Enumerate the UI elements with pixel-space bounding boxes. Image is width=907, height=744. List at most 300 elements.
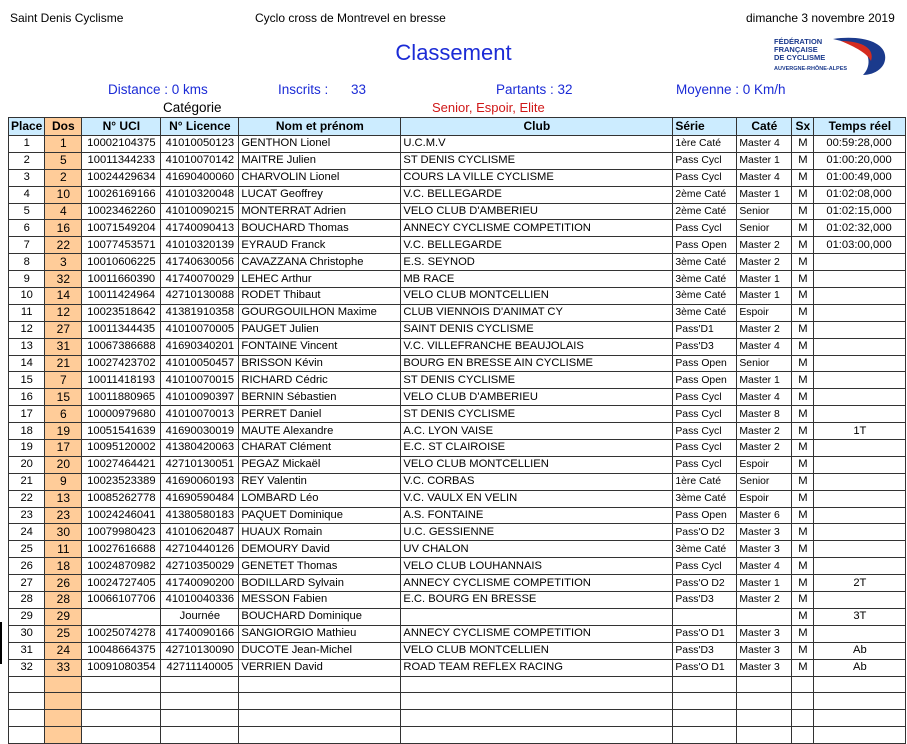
cell-sx: M bbox=[792, 541, 814, 558]
cell-nom: DUCOTE Jean-Michel bbox=[239, 642, 401, 659]
inscrits-value: 33 bbox=[351, 82, 367, 97]
cell-serie: 1ère Caté bbox=[673, 136, 737, 153]
cell-cate: Master 1 bbox=[737, 575, 792, 592]
cell-place: 27 bbox=[9, 575, 45, 592]
empty-cell bbox=[161, 710, 239, 727]
table-row bbox=[9, 659, 906, 676]
cell-sx: M bbox=[792, 406, 814, 423]
cell-serie: 3ème Caté bbox=[673, 490, 737, 507]
cell-cate: Master 3 bbox=[737, 659, 792, 676]
table-row bbox=[9, 558, 906, 575]
cell-sx: M bbox=[792, 203, 814, 220]
table-row bbox=[9, 271, 906, 288]
cell-sx: M bbox=[792, 389, 814, 406]
cell-cate: Master 2 bbox=[737, 423, 792, 440]
cell-uci: 10027423702 bbox=[82, 355, 161, 372]
cell-uci: 10011880965 bbox=[82, 389, 161, 406]
cell-uci: 10027464421 bbox=[82, 456, 161, 473]
cell-temps bbox=[814, 440, 906, 457]
cell-place: 16 bbox=[9, 389, 45, 406]
cell-temps: 01:00:20,000 bbox=[814, 152, 906, 169]
cell-place: 30 bbox=[9, 625, 45, 642]
cell-dos: 27 bbox=[45, 321, 82, 338]
table-row bbox=[9, 169, 906, 186]
cell-nom: BRISSON Kévin bbox=[239, 355, 401, 372]
empty-cell bbox=[239, 693, 401, 710]
empty-cell bbox=[161, 693, 239, 710]
cell-club: ANNECY CYCLISME COMPETITION bbox=[401, 575, 673, 592]
cell-temps: 00:59:28,000 bbox=[814, 136, 906, 153]
empty-cell bbox=[45, 676, 82, 693]
table-body bbox=[9, 136, 906, 744]
cell-sx: M bbox=[792, 288, 814, 305]
empty-row bbox=[9, 676, 906, 693]
cell-sx: M bbox=[792, 490, 814, 507]
cell-cate: Senior bbox=[737, 203, 792, 220]
empty-cell bbox=[161, 676, 239, 693]
col-licence: N° Licence bbox=[161, 118, 239, 136]
cell-club: ST DENIS CYCLISME bbox=[401, 406, 673, 423]
cell-sx: M bbox=[792, 456, 814, 473]
cell-place: 21 bbox=[9, 473, 45, 490]
cell-nom: GENETET Thomas bbox=[239, 558, 401, 575]
cell-temps bbox=[814, 372, 906, 389]
cell-uci: 10095120002 bbox=[82, 440, 161, 457]
cell-dos: 31 bbox=[45, 338, 82, 355]
cell-place: 7 bbox=[9, 237, 45, 254]
cell-dos: 24 bbox=[45, 642, 82, 659]
cell-cate: Master 2 bbox=[737, 254, 792, 271]
cell-temps bbox=[814, 541, 906, 558]
cell-cate: Senior bbox=[737, 473, 792, 490]
categorie-label: Catégorie bbox=[163, 100, 222, 115]
cell-sx: M bbox=[792, 642, 814, 659]
cell-place: 17 bbox=[9, 406, 45, 423]
cell-serie: Pass Cycl bbox=[673, 220, 737, 237]
table-row bbox=[9, 575, 906, 592]
cell-licence: 41010070005 bbox=[161, 321, 239, 338]
cell-uci: 10011660390 bbox=[82, 271, 161, 288]
cell-temps bbox=[814, 304, 906, 321]
table-row bbox=[9, 456, 906, 473]
inscrits-label: Inscrits : bbox=[278, 82, 329, 97]
cell-serie: 3ème Caté bbox=[673, 271, 737, 288]
cell-uci: 10048664375 bbox=[82, 642, 161, 659]
cell-uci: 10071549204 bbox=[82, 220, 161, 237]
cell-uci: 10023518642 bbox=[82, 304, 161, 321]
table-row bbox=[9, 490, 906, 507]
cell-cate: Senior bbox=[737, 220, 792, 237]
cell-licence: 41690400060 bbox=[161, 169, 239, 186]
cell-place: 13 bbox=[9, 338, 45, 355]
cell-sx: M bbox=[792, 186, 814, 203]
cell-place: 8 bbox=[9, 254, 45, 271]
empty-cell bbox=[792, 693, 814, 710]
cell-temps bbox=[814, 338, 906, 355]
cell-club: V.C. VAULX EN VELIN bbox=[401, 490, 673, 507]
cell-place: 3 bbox=[9, 169, 45, 186]
cell-nom: HUAUX Romain bbox=[239, 524, 401, 541]
left-edge-mark bbox=[0, 622, 2, 664]
cell-club: COURS LA VILLE CYCLISME bbox=[401, 169, 673, 186]
cell-club: V.C. CORBAS bbox=[401, 473, 673, 490]
cell-dos: 6 bbox=[45, 406, 82, 423]
cell-sx: M bbox=[792, 372, 814, 389]
cell-place: 25 bbox=[9, 541, 45, 558]
cell-club bbox=[401, 608, 673, 625]
cell-sx: M bbox=[792, 355, 814, 372]
cell-cate: Master 3 bbox=[737, 642, 792, 659]
cell-licence: 42710130051 bbox=[161, 456, 239, 473]
empty-cell bbox=[814, 727, 906, 744]
col-nom: Nom et prénom bbox=[239, 118, 401, 136]
cell-place: 14 bbox=[9, 355, 45, 372]
cell-cate: Master 2 bbox=[737, 440, 792, 457]
cell-temps: 1T bbox=[814, 423, 906, 440]
cell-sx: M bbox=[792, 254, 814, 271]
cell-place: 28 bbox=[9, 592, 45, 609]
logo-line3: DE CYCLISME bbox=[774, 53, 826, 62]
cell-dos: 7 bbox=[45, 372, 82, 389]
cell-cate: Master 6 bbox=[737, 507, 792, 524]
cell-temps: Ab bbox=[814, 659, 906, 676]
cell-uci: 10077453571 bbox=[82, 237, 161, 254]
cell-temps bbox=[814, 524, 906, 541]
cell-dos: 11 bbox=[45, 541, 82, 558]
cell-serie: Pass Open bbox=[673, 507, 737, 524]
cell-uci: 10002104375 bbox=[82, 136, 161, 153]
cell-licence: 41690030019 bbox=[161, 423, 239, 440]
cell-sx: M bbox=[792, 575, 814, 592]
empty-cell bbox=[673, 693, 737, 710]
cell-place: 6 bbox=[9, 220, 45, 237]
cell-club: UV CHALON bbox=[401, 541, 673, 558]
col-temps: Temps réel bbox=[814, 118, 906, 136]
cell-licence: 41010320139 bbox=[161, 237, 239, 254]
categorie-value: Senior, Espoir, Elite bbox=[432, 100, 545, 115]
cell-dos: 12 bbox=[45, 304, 82, 321]
cell-licence: 41690590484 bbox=[161, 490, 239, 507]
empty-cell bbox=[161, 727, 239, 744]
empty-cell bbox=[814, 710, 906, 727]
cell-serie: Pass Open bbox=[673, 355, 737, 372]
cell-serie: Pass Cycl bbox=[673, 423, 737, 440]
cell-serie: 2ème Caté bbox=[673, 203, 737, 220]
cell-licence: 41740090166 bbox=[161, 625, 239, 642]
cell-licence: 41010620487 bbox=[161, 524, 239, 541]
cell-temps: 2T bbox=[814, 575, 906, 592]
cell-dos: 20 bbox=[45, 456, 82, 473]
empty-cell bbox=[9, 693, 45, 710]
cell-dos: 28 bbox=[45, 592, 82, 609]
cell-licence: 41740070029 bbox=[161, 271, 239, 288]
cell-nom: MAITRE Julien bbox=[239, 152, 401, 169]
cell-uci: 10011424964 bbox=[82, 288, 161, 305]
cell-licence: 41010070013 bbox=[161, 406, 239, 423]
empty-cell bbox=[673, 676, 737, 693]
cell-sx: M bbox=[792, 321, 814, 338]
cell-uci: 10010606225 bbox=[82, 254, 161, 271]
cell-place: 12 bbox=[9, 321, 45, 338]
cell-licence: 41010320048 bbox=[161, 186, 239, 203]
cell-serie: Pass Cycl bbox=[673, 389, 737, 406]
cell-serie: Pass'O D2 bbox=[673, 524, 737, 541]
col-dos: Dos bbox=[45, 118, 82, 136]
cell-serie: Pass'O D1 bbox=[673, 659, 737, 676]
cell-serie: Pass Cycl bbox=[673, 406, 737, 423]
cell-serie: Pass Open bbox=[673, 372, 737, 389]
cell-place: 1 bbox=[9, 136, 45, 153]
cell-nom: DEMOURY David bbox=[239, 541, 401, 558]
cell-temps bbox=[814, 592, 906, 609]
cell-licence: 41381910358 bbox=[161, 304, 239, 321]
cell-serie: Pass'D3 bbox=[673, 338, 737, 355]
cell-club: V.C. BELLEGARDE bbox=[401, 237, 673, 254]
table-row bbox=[9, 423, 906, 440]
ffc-logo bbox=[771, 35, 889, 77]
empty-cell bbox=[673, 710, 737, 727]
cell-dos: 26 bbox=[45, 575, 82, 592]
empty-cell bbox=[82, 727, 161, 744]
cell-licence: 41010070015 bbox=[161, 372, 239, 389]
cell-cate: Espoir bbox=[737, 490, 792, 507]
empty-cell bbox=[45, 693, 82, 710]
cell-cate: Master 1 bbox=[737, 372, 792, 389]
empty-cell bbox=[82, 676, 161, 693]
col-serie: Série bbox=[673, 118, 737, 136]
cell-nom: BOUCHARD Dominique bbox=[239, 608, 401, 625]
cell-nom: PAQUET Dominique bbox=[239, 507, 401, 524]
cell-dos: 14 bbox=[45, 288, 82, 305]
cell-dos: 19 bbox=[45, 423, 82, 440]
cell-nom: PAUGET Julien bbox=[239, 321, 401, 338]
cell-nom: GENTHON Lionel bbox=[239, 136, 401, 153]
cell-club: BOURG EN BRESSE AIN CYCLISME bbox=[401, 355, 673, 372]
cell-club: CLUB VIENNOIS D'ANIMAT CY bbox=[401, 304, 673, 321]
cell-temps bbox=[814, 271, 906, 288]
cell-cate: Master 4 bbox=[737, 389, 792, 406]
cell-serie: Pass'D3 bbox=[673, 592, 737, 609]
cell-temps bbox=[814, 406, 906, 423]
cell-temps bbox=[814, 490, 906, 507]
cell-nom: CHARAT Clément bbox=[239, 440, 401, 457]
col-club: Club bbox=[401, 118, 673, 136]
table-row bbox=[9, 592, 906, 609]
empty-cell bbox=[737, 693, 792, 710]
cell-nom: MONTERRAT Adrien bbox=[239, 203, 401, 220]
cell-dos: 17 bbox=[45, 440, 82, 457]
cell-uci: 10011344435 bbox=[82, 321, 161, 338]
cell-nom: LEHEC Arthur bbox=[239, 271, 401, 288]
cell-licence: 42710130090 bbox=[161, 642, 239, 659]
cell-club: E.C. ST CLAIROISE bbox=[401, 440, 673, 457]
cell-licence: 42710350029 bbox=[161, 558, 239, 575]
cell-temps: 01:03:00,000 bbox=[814, 237, 906, 254]
cell-uci: 10011344233 bbox=[82, 152, 161, 169]
cell-cate: Espoir bbox=[737, 304, 792, 321]
cell-club: A.C. LYON VAISE bbox=[401, 423, 673, 440]
cell-sx: M bbox=[792, 440, 814, 457]
empty-cell bbox=[9, 676, 45, 693]
cell-dos: 2 bbox=[45, 169, 82, 186]
cell-licence: 41010090397 bbox=[161, 389, 239, 406]
cell-licence: 41740090413 bbox=[161, 220, 239, 237]
cell-serie: Pass'O D2 bbox=[673, 575, 737, 592]
cell-serie bbox=[673, 608, 737, 625]
table-row bbox=[9, 541, 906, 558]
cell-nom: CAVAZZANA Christophe bbox=[239, 254, 401, 271]
empty-cell bbox=[792, 710, 814, 727]
cell-sx: M bbox=[792, 152, 814, 169]
cell-licence: 41010090215 bbox=[161, 203, 239, 220]
cell-licence: 42710440126 bbox=[161, 541, 239, 558]
cell-cate: Master 4 bbox=[737, 136, 792, 153]
cell-sx: M bbox=[792, 592, 814, 609]
cell-licence: 41690340201 bbox=[161, 338, 239, 355]
cell-nom: REY Valentin bbox=[239, 473, 401, 490]
cell-nom: GOURGOUILHON Maxime bbox=[239, 304, 401, 321]
cell-sx: M bbox=[792, 220, 814, 237]
cell-club: VELO CLUB LOUHANNAIS bbox=[401, 558, 673, 575]
cell-nom: SANGIORGIO Mathieu bbox=[239, 625, 401, 642]
cell-nom: BOUCHARD Thomas bbox=[239, 220, 401, 237]
cell-dos: 9 bbox=[45, 473, 82, 490]
table-row bbox=[9, 372, 906, 389]
cell-sx: M bbox=[792, 473, 814, 490]
cell-cate: Master 1 bbox=[737, 288, 792, 305]
table-row bbox=[9, 254, 906, 271]
cell-nom: MAUTE Alexandre bbox=[239, 423, 401, 440]
cell-club: ST DENIS CYCLISME bbox=[401, 152, 673, 169]
cell-licence: Journée bbox=[161, 608, 239, 625]
empty-cell bbox=[814, 693, 906, 710]
cell-temps: 01:02:08,000 bbox=[814, 186, 906, 203]
cell-temps bbox=[814, 288, 906, 305]
empty-cell bbox=[45, 710, 82, 727]
cell-cate: Master 3 bbox=[737, 524, 792, 541]
empty-cell bbox=[239, 710, 401, 727]
cell-club: U.C. GESSIENNE bbox=[401, 524, 673, 541]
table-row bbox=[9, 220, 906, 237]
empty-cell bbox=[401, 676, 673, 693]
cell-place: 23 bbox=[9, 507, 45, 524]
cell-dos: 23 bbox=[45, 507, 82, 524]
cell-temps bbox=[814, 389, 906, 406]
cell-dos: 18 bbox=[45, 558, 82, 575]
cell-dos: 25 bbox=[45, 625, 82, 642]
cell-sx: M bbox=[792, 338, 814, 355]
cell-licence: 41380580183 bbox=[161, 507, 239, 524]
cell-nom: MESSON Fabien bbox=[239, 592, 401, 609]
cell-nom: VERRIEN David bbox=[239, 659, 401, 676]
cell-club: ANNECY CYCLISME COMPETITION bbox=[401, 625, 673, 642]
cell-uci: 10024870982 bbox=[82, 558, 161, 575]
cell-temps bbox=[814, 456, 906, 473]
table-row bbox=[9, 136, 906, 153]
cell-place: 26 bbox=[9, 558, 45, 575]
cell-sx: M bbox=[792, 659, 814, 676]
table-row bbox=[9, 625, 906, 642]
cell-place: 19 bbox=[9, 440, 45, 457]
cell-nom: RICHARD Cédric bbox=[239, 372, 401, 389]
cell-uci: 10079980423 bbox=[82, 524, 161, 541]
cell-dos: 15 bbox=[45, 389, 82, 406]
empty-cell bbox=[792, 676, 814, 693]
empty-cell bbox=[401, 710, 673, 727]
cell-licence: 41010040336 bbox=[161, 592, 239, 609]
empty-row bbox=[9, 727, 906, 744]
cell-temps: Ab bbox=[814, 642, 906, 659]
cell-club: U.C.M.V bbox=[401, 136, 673, 153]
cell-temps bbox=[814, 558, 906, 575]
empty-cell bbox=[9, 727, 45, 744]
empty-cell bbox=[82, 710, 161, 727]
cell-serie: 1ère Caté bbox=[673, 473, 737, 490]
cell-sx: M bbox=[792, 423, 814, 440]
cell-cate: Master 2 bbox=[737, 237, 792, 254]
cell-sx: M bbox=[792, 169, 814, 186]
cell-cate: Master 8 bbox=[737, 406, 792, 423]
results-table bbox=[8, 117, 906, 744]
cell-nom: FONTAINE Vincent bbox=[239, 338, 401, 355]
cell-uci: 10091080354 bbox=[82, 659, 161, 676]
cell-dos: 5 bbox=[45, 152, 82, 169]
cell-cate: Master 1 bbox=[737, 152, 792, 169]
cell-temps: 01:02:32,000 bbox=[814, 220, 906, 237]
cell-licence: 41740630056 bbox=[161, 254, 239, 271]
cell-serie: Pass Open bbox=[673, 237, 737, 254]
cell-place: 4 bbox=[9, 186, 45, 203]
cell-uci: 10051541639 bbox=[82, 423, 161, 440]
cell-temps bbox=[814, 625, 906, 642]
cell-club: E.C. BOURG EN BRESSE bbox=[401, 592, 673, 609]
table-row bbox=[9, 321, 906, 338]
table-row bbox=[9, 203, 906, 220]
cell-club: ST DENIS CYCLISME bbox=[401, 372, 673, 389]
cell-sx: M bbox=[792, 507, 814, 524]
distance: Distance : 0 kms bbox=[108, 82, 208, 97]
cell-nom: BERNIN Sébastien bbox=[239, 389, 401, 406]
cell-temps: 01:00:49,000 bbox=[814, 169, 906, 186]
table-row bbox=[9, 186, 906, 203]
cell-licence: 41380420063 bbox=[161, 440, 239, 457]
cell-club: V.C. VILLEFRANCHE BEAUJOLAIS bbox=[401, 338, 673, 355]
cell-place: 11 bbox=[9, 304, 45, 321]
cell-club: E.S. SEYNOD bbox=[401, 254, 673, 271]
cell-serie: Pass Cycl bbox=[673, 169, 737, 186]
cell-serie: Pass Cycl bbox=[673, 558, 737, 575]
cell-place: 10 bbox=[9, 288, 45, 305]
cell-dos: 21 bbox=[45, 355, 82, 372]
cell-nom: RODET Thibaut bbox=[239, 288, 401, 305]
cell-licence: 41010070142 bbox=[161, 152, 239, 169]
cell-serie: 3ème Caté bbox=[673, 288, 737, 305]
cell-uci: 10023523389 bbox=[82, 473, 161, 490]
cell-place: 22 bbox=[9, 490, 45, 507]
cell-cate bbox=[737, 608, 792, 625]
cell-licence: 41740090200 bbox=[161, 575, 239, 592]
cell-dos: 3 bbox=[45, 254, 82, 271]
cell-cate: Master 3 bbox=[737, 625, 792, 642]
cell-club: ROAD TEAM REFLEX RACING bbox=[401, 659, 673, 676]
empty-cell bbox=[401, 693, 673, 710]
table-row bbox=[9, 304, 906, 321]
cell-uci: 10027616688 bbox=[82, 541, 161, 558]
table-row bbox=[9, 338, 906, 355]
cell-sx: M bbox=[792, 237, 814, 254]
cell-uci: 10085262778 bbox=[82, 490, 161, 507]
cell-club: VELO CLUB D'AMBERIEU bbox=[401, 389, 673, 406]
